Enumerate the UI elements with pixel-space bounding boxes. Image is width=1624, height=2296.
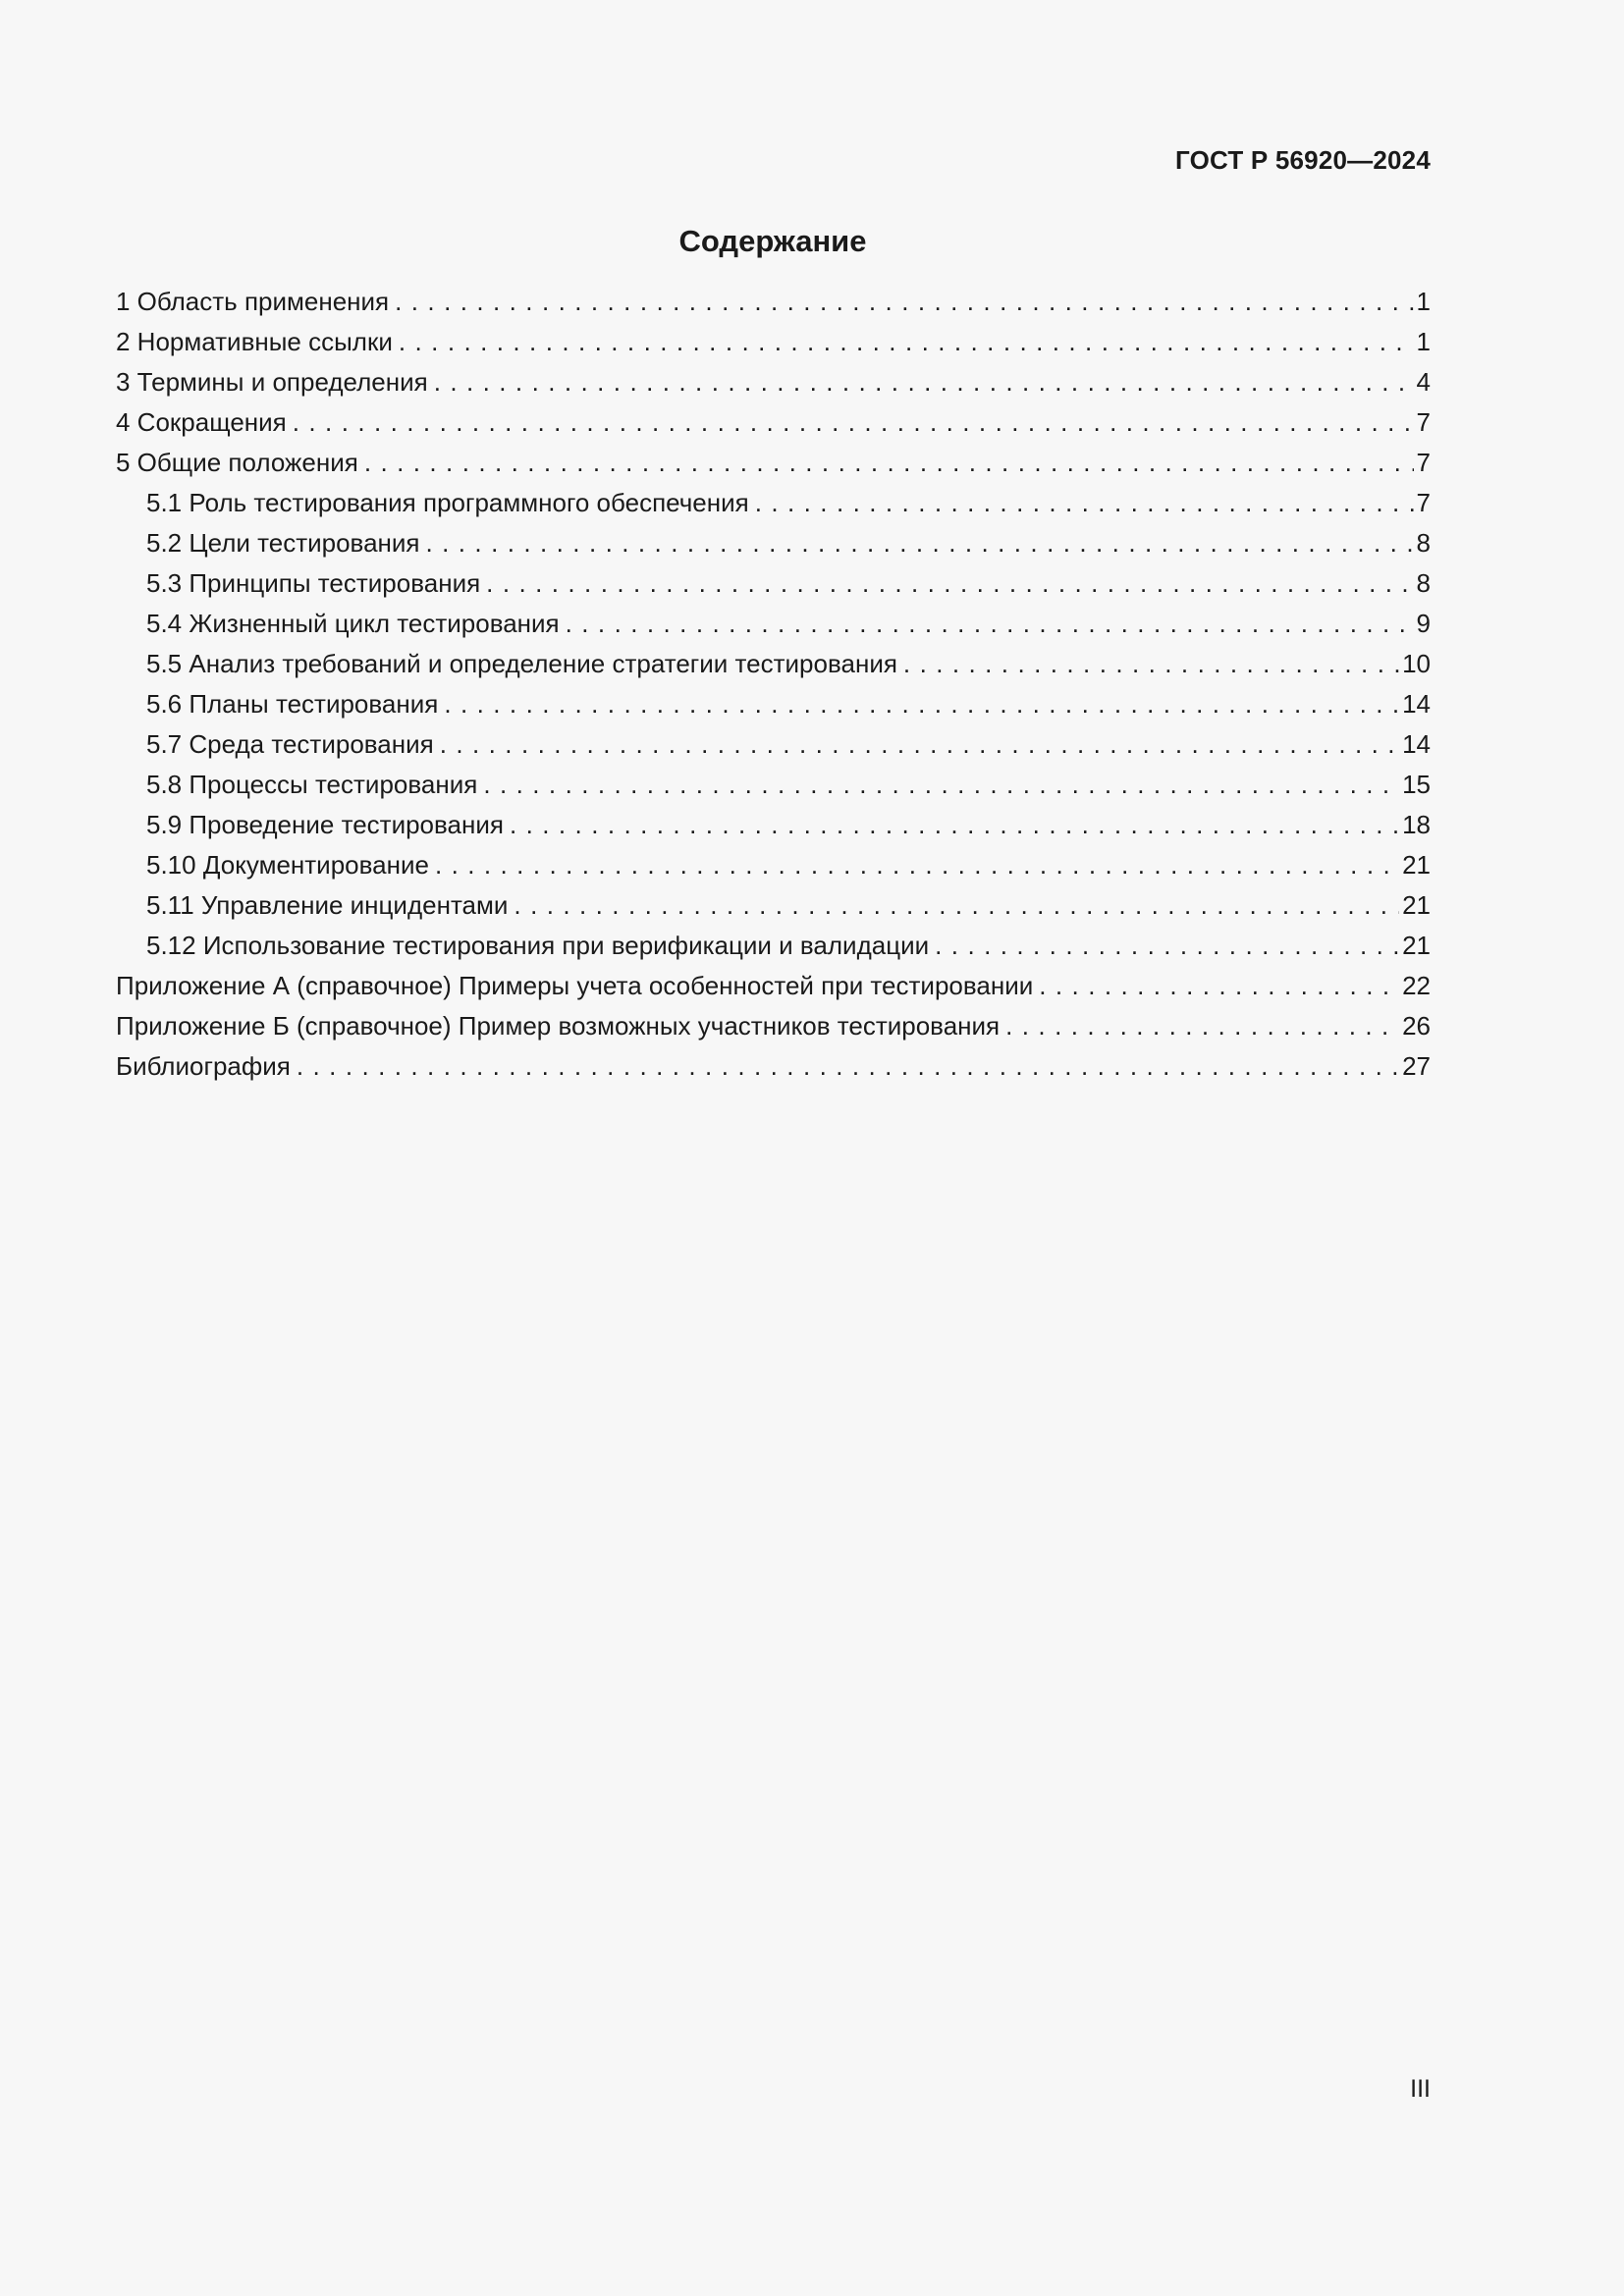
- toc-entry-label: 5.1 Роль тестирования программного обеспечения: [146, 488, 749, 517]
- toc-entry-label: 5.9 Проведение тестирования: [146, 810, 504, 839]
- dot-leader: [425, 523, 1413, 563]
- toc-entry-label: 5.6 Планы тестирования: [146, 689, 439, 719]
- dot-leader: [486, 563, 1413, 604]
- dot-leader: [1005, 1006, 1399, 1046]
- toc-entry-page: 8: [1416, 528, 1431, 558]
- toc-entry-label: 5.11 Управление инцидентами: [146, 890, 509, 920]
- toc-entry[interactable]: [116, 724, 1431, 765]
- dot-leader: [566, 604, 1414, 644]
- toc-entry[interactable]: [116, 523, 1431, 563]
- toc-entry-page: 27: [1402, 1051, 1431, 1081]
- toc-entry-page: 7: [1416, 407, 1431, 437]
- toc-entry[interactable]: [116, 966, 1431, 1006]
- toc-entry-label: 4 Сокращения: [116, 407, 287, 437]
- toc-entry[interactable]: [116, 443, 1431, 483]
- dot-leader: [435, 845, 1399, 885]
- toc-entry-label: 5.12 Использование тестирования при верификации и валидации: [146, 931, 930, 960]
- toc-entry-page: 7: [1416, 448, 1431, 477]
- toc-entry-label: Приложение Б (справочное) Пример возможных участников тестирования: [116, 1011, 1001, 1041]
- document-code: ГОСТ Р 56920—2024: [1175, 145, 1431, 175]
- toc-entry[interactable]: [116, 563, 1431, 604]
- toc-entry-label: 5.7 Среда тестирования: [146, 729, 434, 759]
- toc-entry-label: Приложение А (справочное) Примеры учета особенностей при тестировании: [116, 971, 1034, 1000]
- toc-entry-label: 1 Область применения: [116, 287, 390, 316]
- page-number: III: [1410, 2075, 1431, 2103]
- toc-entry-page: 15: [1402, 770, 1431, 799]
- toc-entry-page: 21: [1402, 850, 1431, 880]
- toc-entry-page: 21: [1402, 931, 1431, 960]
- toc-entry[interactable]: [116, 402, 1431, 443]
- toc-title: Содержание: [678, 224, 867, 258]
- dot-leader: [903, 644, 1399, 684]
- toc-entry-page: 7: [1416, 488, 1431, 517]
- toc-entry-page: 9: [1416, 609, 1431, 638]
- dot-leader: [364, 443, 1414, 483]
- dot-leader: [444, 684, 1399, 724]
- dot-leader: [440, 724, 1399, 765]
- toc-entry-page: 26: [1402, 1011, 1431, 1041]
- toc-entry[interactable]: [116, 644, 1431, 684]
- toc-entry-page: 14: [1402, 729, 1431, 759]
- toc-entry-label: 5.3 Принципы тестирования: [146, 568, 481, 598]
- toc-entry-page: 21: [1402, 890, 1431, 920]
- toc-entry-label: 5.10 Документирование: [146, 850, 429, 880]
- toc-entry-page: 4: [1416, 367, 1431, 397]
- dot-leader: [395, 282, 1413, 322]
- dot-leader: [483, 765, 1399, 805]
- toc-entry-label: 5.2 Цели тестирования: [146, 528, 420, 558]
- toc-entry[interactable]: [116, 765, 1431, 805]
- toc-entry[interactable]: [116, 1046, 1431, 1087]
- dot-leader: [297, 1046, 1399, 1087]
- toc-entry-label: 5.5 Анализ требований и определение стратегии тестирования: [146, 649, 897, 678]
- toc-entry-label: 5.4 Жизненный цикл тестирования: [146, 609, 560, 638]
- toc-entry[interactable]: [116, 322, 1431, 362]
- toc-entry[interactable]: [116, 362, 1431, 402]
- toc-entry[interactable]: [116, 282, 1431, 322]
- toc-entry-page: 14: [1402, 689, 1431, 719]
- toc-entry[interactable]: [116, 845, 1431, 885]
- dot-leader: [434, 362, 1414, 402]
- toc-entry[interactable]: [116, 604, 1431, 644]
- toc-entry-label: 5.8 Процессы тестирования: [146, 770, 478, 799]
- toc-entry-label: 5 Общие положения: [116, 448, 358, 477]
- toc-entry[interactable]: [116, 885, 1431, 926]
- toc-entry-label: 3 Термины и определения: [116, 367, 428, 397]
- dot-leader: [293, 402, 1414, 443]
- toc-entry[interactable]: [116, 805, 1431, 845]
- dot-leader: [935, 926, 1399, 966]
- toc-entry[interactable]: [116, 684, 1431, 724]
- dot-leader: [510, 805, 1399, 845]
- toc-entry-page: 18: [1402, 810, 1431, 839]
- toc-entry-page: 1: [1416, 287, 1431, 316]
- dot-leader: [514, 885, 1399, 926]
- toc-entry[interactable]: [116, 483, 1431, 523]
- dot-leader: [1039, 966, 1399, 1006]
- dot-leader: [399, 322, 1414, 362]
- toc-entry-page: 1: [1416, 327, 1431, 356]
- toc-entry[interactable]: [116, 926, 1431, 966]
- toc-entry-label: 2 Нормативные ссылки: [116, 327, 393, 356]
- toc-entry-label: Библиография: [116, 1051, 291, 1081]
- table-of-contents: [116, 282, 1431, 1087]
- toc-entry[interactable]: [116, 1006, 1431, 1046]
- toc-entry-page: 22: [1402, 971, 1431, 1000]
- dot-leader: [755, 483, 1414, 523]
- toc-entry-page: 10: [1402, 649, 1431, 678]
- toc-entry-page: 8: [1416, 568, 1431, 598]
